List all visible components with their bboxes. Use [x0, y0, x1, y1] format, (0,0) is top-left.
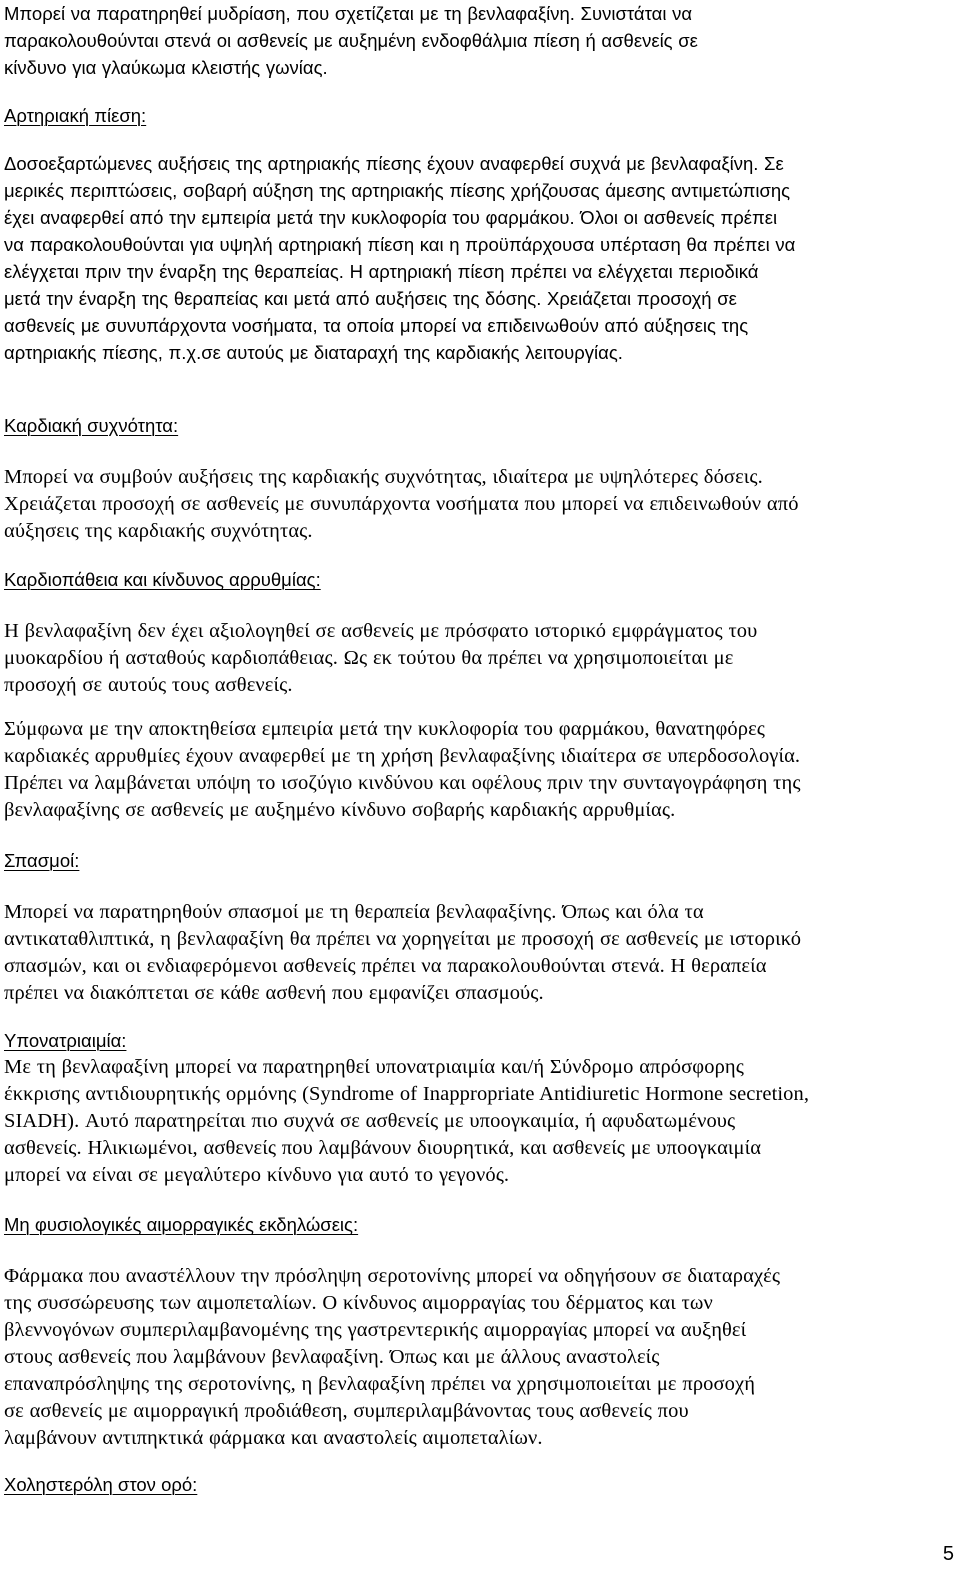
text-line: να παρακολουθούνται για υψηλή αρτηριακή πίεση και η προϋπάρχουσα υπέρταση θα πρέπει να	[4, 234, 796, 255]
text-line: Σύμφωνα με την αποκτηθείσα εμπειρία μετά την κυκλοφορία του φαρμάκου, θανατηφόρες	[4, 718, 766, 740]
intro-paragraph	[4, 0, 956, 81]
text-line: μερικές περιπτώσεις, σοβαρή αύξηση της αρτηριακής πίεσης χρήζουσας άμεσης αντιμετώπισης	[4, 180, 791, 201]
text-line: επαναπρόσληψης της σεροτονίνης, η βενλαφαξίνη πρέπει να χρησιμοποιείται με προσοχή	[4, 1373, 756, 1395]
text-line: Η βενλαφαξίνη δεν έχει αξιολογηθεί σε ασθενείς με πρόσφατο ιστορικό εμφράγματος του	[4, 620, 758, 642]
text-line: μετά την έναρξη της θεραπείας και μετά από αυξήσεις της δόσης. Χρειάζεται προσοχή σε	[4, 288, 737, 309]
text-line: Φάρμακα που αναστέλλουν την πρόσληψη σεροτονίνης μπορεί να οδηγήσουν σε διαταραχές	[4, 1265, 781, 1287]
hyponatremia-heading-block	[4, 1027, 956, 1054]
text-line: Πρέπει να λαμβάνεται υπόψη το ισοζύγιο κινδύνου και οφέλους πριν την συνταγογράφηση της	[4, 772, 801, 794]
hyponatremia-paragraph	[4, 1054, 956, 1189]
text-line: ασθενείς. Ηλικιωμένοι, ασθενείς που λαμβάνουν διουρητικά, και ασθενείς με υποογκαιμία	[4, 1137, 762, 1159]
text-line: λαμβάνουν αντιπηκτικά φάρμακα και αναστολείς αιμοπεταλίων.	[4, 1427, 543, 1449]
text-line: σπασμών, και οι ενδιαφερόμενοι ασθενείς πρέπει να παρακολουθούνται στενά. Η θεραπεία	[4, 955, 767, 977]
section-heading-seizures: Σπασμοί:	[4, 850, 80, 871]
blood-pressure-heading-block	[4, 102, 956, 129]
section-heading-bleeding: Μη φυσιολογικές αιμορραγικές εκδηλώσεις:	[4, 1214, 359, 1235]
cardiopathy-paragraph-2	[4, 716, 956, 824]
text-line: SIADH). Αυτό παρατηρείται πιο συχνά σε ασθενείς με υποογκαιμία, ή αφυδατωμένους	[4, 1110, 736, 1132]
text-line: έχει αναφερθεί από την εμπειρία μετά την κυκλοφορία του φαρμάκου. Όλοι οι ασθενείς πρέπει	[4, 207, 778, 228]
text-line: καρδιακές αρρυθμίες έχουν αναφερθεί με τη χρήση βενλαφαξίνης ιδιαίτερα σε υπερδοσολογία.	[4, 745, 801, 767]
text-line: βλεννογόνων συμπεριλαμβανομένης της γαστρεντερικής αιμορραγίας μπορεί να αυξηθεί	[4, 1319, 747, 1341]
text-line: παρακολουθούνται στενά οι ασθενείς με αυξημένη ενδοφθάλμια πίεση ή ασθενείς σε	[4, 30, 698, 51]
text-line: έκκρισης αντιδιουρητικής ορμόνης (Syndrome of Inappropriate Antidiuretic Hormone secretion,	[4, 1083, 810, 1105]
heart-rate-paragraph	[4, 464, 956, 545]
section-heading-hyponatremia: Υπονατριαιμία:	[4, 1030, 127, 1051]
section-heading-heart-rate: Καρδιακή συχνότητα:	[4, 415, 179, 436]
section-heading-blood-pressure: Αρτηριακή πίεση:	[4, 105, 147, 126]
text-line: αντικαταθλιπτικά, η βενλαφαξίνη θα πρέπει να χορηγείται με προσοχή σε ασθενείς με ιστορικό	[4, 928, 802, 950]
text-line: Μπορεί να παρατηρηθούν σπασμοί με τη θεραπεία βενλαφαξίνης. Όπως και όλα τα	[4, 901, 704, 923]
cardiopathy-paragraph-1	[4, 618, 956, 699]
text-line: σε ασθενείς με αιμορραγική προδιάθεση, συμπεριλαμβάνοντας τους ασθενείς που	[4, 1400, 689, 1422]
text-line: ελέγχεται πριν την έναρξη της θεραπείας. Η αρτηριακή πίεση πρέπει να ελέγχεται περιοδικά	[4, 261, 759, 282]
text-line: πρέπει να διακόπτεται σε κάθε ασθενή που εμφανίζει σπασμούς.	[4, 982, 544, 1004]
cholesterol-heading-block	[4, 1471, 956, 1498]
heart-rate-heading-block	[4, 412, 956, 439]
text-line: προσοχή σε αυτούς τους ασθενείς.	[4, 674, 293, 696]
text-line: κίνδυνο για γλαύκωμα κλειστής γωνίας.	[4, 57, 328, 78]
section-heading-cardiopathy: Καρδιοπάθεια και κίνδυνος αρρυθμίας:	[4, 569, 321, 590]
blood-pressure-paragraph	[4, 150, 956, 366]
text-line: Με τη βενλαφαξίνη μπορεί να παρατηρηθεί υπονατριαιμία και/ή Σύνδρομο απρόσφορης	[4, 1056, 744, 1078]
text-line: μυοκαρδίου ή ασταθούς καρδιοπάθειας. Ως εκ τούτου θα πρέπει να χρησιμοποιείται με	[4, 647, 734, 669]
text-line: αρτηριακής πίεσης, π.χ.σε αυτούς με διαταραχή της καρδιακής λειτουργίας.	[4, 342, 623, 363]
bleeding-heading-block	[4, 1211, 956, 1238]
cardiopathy-heading-block	[4, 566, 956, 593]
text-line: Μπορεί να παρατηρηθεί μυδρίαση, που σχετίζεται με τη βενλαφαξίνη. Συνιστάται να	[4, 3, 693, 24]
bleeding-paragraph	[4, 1263, 956, 1452]
text-line: στους ασθενείς που λαμβάνουν βενλαφαξίνη. Όπως και με άλλους αναστολείς	[4, 1346, 660, 1368]
text-line: ασθενείς με συνυπάρχοντα νοσήματα, τα οποία μπορεί να επιδεινωθούν από αύξησεις της	[4, 315, 749, 336]
seizures-paragraph	[4, 899, 956, 1007]
text-line: αύξησεις της καρδιακής συχνότητας.	[4, 520, 313, 542]
text-line: βενλαφαξίνης σε ασθενείς με αυξημένο κίνδυνο σοβαρής καρδιακής αρρυθμίας.	[4, 799, 676, 821]
seizures-heading-block	[4, 847, 956, 874]
text-line: Δοσοεξαρτώμενες αυξήσεις της αρτηριακής πίεσης έχουν αναφερθεί συχνά με βενλαφαξίνη. Σε	[4, 153, 784, 174]
text-line: της συσσώρευσης των αιμοπεταλίων. Ο κίνδυνος αιμορραγίας του δέρματος και των	[4, 1292, 713, 1314]
section-heading-cholesterol: Χοληστερόλη στον ορό:	[4, 1474, 198, 1495]
text-line: Μπορεί να συμβούν αυξήσεις της καρδιακής συχνότητας, ιδιαίτερα με υψηλότερες δόσεις.	[4, 466, 763, 488]
text-line: μπορεί να είναι σε μεγαλύτερο κίνδυνο για αυτό το γεγονός.	[4, 1164, 510, 1186]
text-line: Χρειάζεται προσοχή σε ασθενείς με συνυπάρχοντα νοσήματα που μπορεί να επιδεινωθούν από	[4, 493, 799, 515]
page-number: 5	[942, 1543, 954, 1565]
